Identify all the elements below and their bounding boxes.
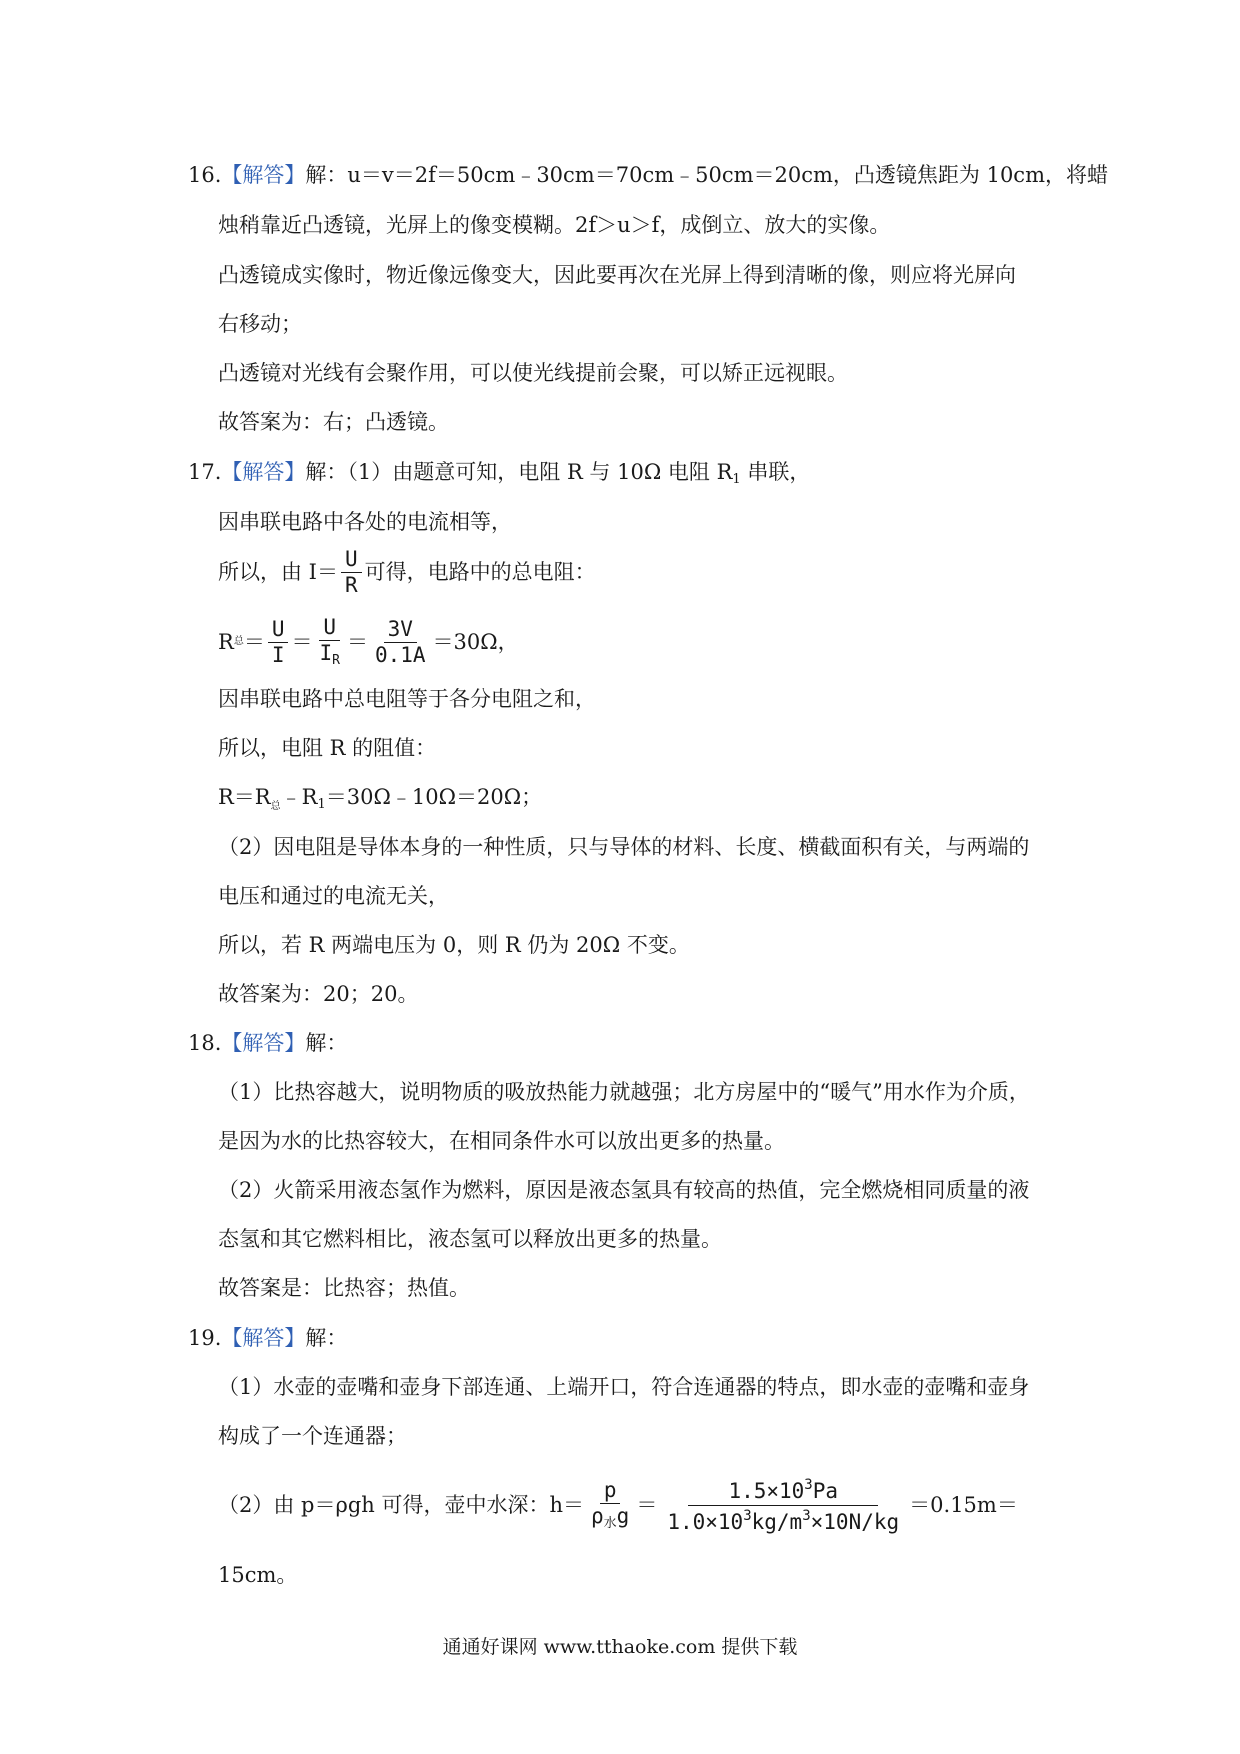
answer-text: 解： xyxy=(305,1031,348,1055)
equals-sign: ＝ xyxy=(291,630,313,654)
answer-text: 可得，电路中的总电阻： xyxy=(364,560,596,584)
fraction-u-over-ir xyxy=(315,617,343,667)
answer-text: R xyxy=(218,630,234,654)
subscript: 1 xyxy=(732,472,741,487)
fraction-u-over-r xyxy=(341,546,362,597)
answer-17-line-1 xyxy=(188,457,810,495)
page-footer: 通通好课网 www.tthaoke.com 提供下载 xyxy=(442,1636,798,1658)
answer-16-line-6: 故答案为：右；凸透镜。 xyxy=(218,410,449,434)
answer-17-line-9: 电压和通过的电流无关， xyxy=(218,884,449,908)
subscript: 1 xyxy=(317,797,326,812)
fraction-denominator: 0.1A xyxy=(374,642,426,667)
fraction-numerator: U xyxy=(341,549,362,573)
answer-17-ohm-law-line xyxy=(218,540,596,604)
superscript: 3 xyxy=(743,1507,752,1524)
subscript: 水 xyxy=(603,1516,617,1531)
answer-16-line-5: 凸透镜对光线有会聚作用，可以使光线提前会聚，可以矫正远视眼。 xyxy=(218,361,848,385)
question-number: 16. xyxy=(188,163,222,187)
answer-19-line-1 xyxy=(188,1323,347,1353)
fraction-p-over-rho-g xyxy=(587,1480,633,1530)
answer-17-line-7 xyxy=(218,782,542,822)
answer-19-line-2: （1）水壶的壶嘴和壶身下部连通、上端开口，符合连通器的特点，即水壶的壶嘴和壶身 xyxy=(218,1375,1030,1399)
answer-17-line-5: 因串联电路中总电阻等于各分电阻之和， xyxy=(218,687,596,711)
answer-19-line-3: 构成了一个连通器； xyxy=(218,1424,407,1448)
answer-17-line-10: 所以，若 R 两端电压为 0，则 R 仍为 20Ω 不变。 xyxy=(218,933,690,957)
question-number: 19. xyxy=(188,1326,222,1350)
answer-text: ＝30Ω， xyxy=(432,630,519,654)
question-number: 18. xyxy=(188,1031,222,1055)
answer-16-line-2: 烛稍靠近凸透镜，光屏上的像变模糊。2f＞u＞f，成倒立、放大的实像。 xyxy=(218,213,891,237)
denominator-text: ×10N/kg xyxy=(810,1509,900,1534)
fraction-denominator xyxy=(587,1504,633,1530)
fraction-pressure-over-density xyxy=(663,1478,903,1533)
answer-tag: 【解答】 xyxy=(221,163,306,187)
answer-16-line-4: 右移动； xyxy=(218,312,302,336)
answer-17-line-8: （2）因电阻是导体本身的一种性质，只与导体的材料、长度、横截面积有关，与两端的 xyxy=(218,835,1030,859)
answer-text: 所以，由 I＝ xyxy=(218,560,338,584)
answer-18-line-1 xyxy=(188,1028,347,1058)
answer-17-line-2: 因串联电路中各处的电流相等， xyxy=(218,510,512,534)
fraction-denominator: R xyxy=(344,572,358,597)
numerator-text: Pa xyxy=(812,1478,839,1503)
superscript: 3 xyxy=(802,1507,811,1524)
subscript: R xyxy=(332,653,340,668)
answer-text: ＝30Ω﹣10Ω＝20Ω； xyxy=(325,785,543,809)
fraction-denominator xyxy=(663,1506,903,1533)
answer-16-line-3: 凸透镜成实像时，物近像远像变大，因此要再次在光屏上得到清晰的像，则应将光屏向 xyxy=(218,263,1016,287)
denominator-text: 1.0×10 xyxy=(667,1509,744,1534)
answer-18-line-5: 态氢和其它燃料相比，液态氢可以释放出更多的热量。 xyxy=(218,1227,722,1251)
fraction-denominator: I xyxy=(271,642,285,667)
denominator-text: kg/m xyxy=(751,1509,803,1534)
denominator-text: I xyxy=(319,641,333,665)
answer-text: 串联， xyxy=(740,460,811,484)
fraction-numerator: U xyxy=(268,619,289,643)
subscript: 总 xyxy=(270,801,281,812)
fraction-numerator: p xyxy=(600,1480,621,1504)
answer-text: 解：u＝v＝2f＝50cm﹣30cm＝70cm﹣50cm＝20cm，凸透镜焦距为 10cm，将蜡 xyxy=(305,163,1108,187)
answer-18-line-2: （1）比热容越大，说明物质的吸放热能力就越强；北方房屋中的“暖气”用水作为介质， xyxy=(218,1080,1030,1104)
answer-text: ﹣R xyxy=(280,785,318,809)
fraction-3v-over-0-1a xyxy=(371,616,430,667)
answer-text: （2）由 p＝ρgh 可得，壶中水深：h＝ xyxy=(218,1493,584,1517)
answer-19-depth-formula-line xyxy=(218,1466,1018,1544)
answer-text: 解：（1）由题意可知，电阻 R 与 10Ω 电阻 R xyxy=(305,460,733,484)
answer-tag: 【解答】 xyxy=(221,1031,306,1055)
answer-tag: 【解答】 xyxy=(221,1326,306,1350)
answer-tag: 【解答】 xyxy=(221,460,306,484)
fraction-u-over-i xyxy=(268,616,289,667)
answer-17-line-11: 故答案为：20；20。 xyxy=(218,982,419,1006)
fraction-numerator: U xyxy=(319,617,340,641)
fraction-numerator xyxy=(688,1478,878,1506)
answer-17-line-6: 所以，电阻 R 的阻值： xyxy=(218,736,437,760)
denominator-text: ρ xyxy=(591,1504,604,1528)
answer-text: 解： xyxy=(305,1326,348,1350)
denominator-text: g xyxy=(616,1504,630,1528)
answer-19-line-5: 15cm。 xyxy=(218,1563,298,1587)
fraction-denominator xyxy=(315,641,343,667)
answer-18-line-6: 故答案是：比热容；热值。 xyxy=(218,1276,470,1300)
subscript: 总 xyxy=(233,636,244,647)
answer-17-total-resistance-line xyxy=(218,606,519,678)
superscript: 3 xyxy=(804,1476,813,1493)
answer-18-line-4: （2）火箭采用液态氢作为燃料，原因是液态氢具有较高的热值，完全燃烧相同质量的液 xyxy=(218,1178,1030,1202)
answer-18-line-3: 是因为水的比热容较大，在相同条件水可以放出更多的热量。 xyxy=(218,1129,785,1153)
equals-sign: ＝ xyxy=(636,1493,658,1517)
answer-text: R＝R xyxy=(218,785,271,809)
answer-text: ＝0.15m＝ xyxy=(909,1493,1018,1517)
equals-sign: ＝ xyxy=(346,630,368,654)
numerator-text: 1.5×10 xyxy=(728,1478,805,1503)
fraction-numerator: 3V xyxy=(384,619,417,643)
question-number: 17. xyxy=(188,460,222,484)
answer-16-line-1 xyxy=(188,160,1108,190)
equals-sign: ＝ xyxy=(243,630,265,654)
